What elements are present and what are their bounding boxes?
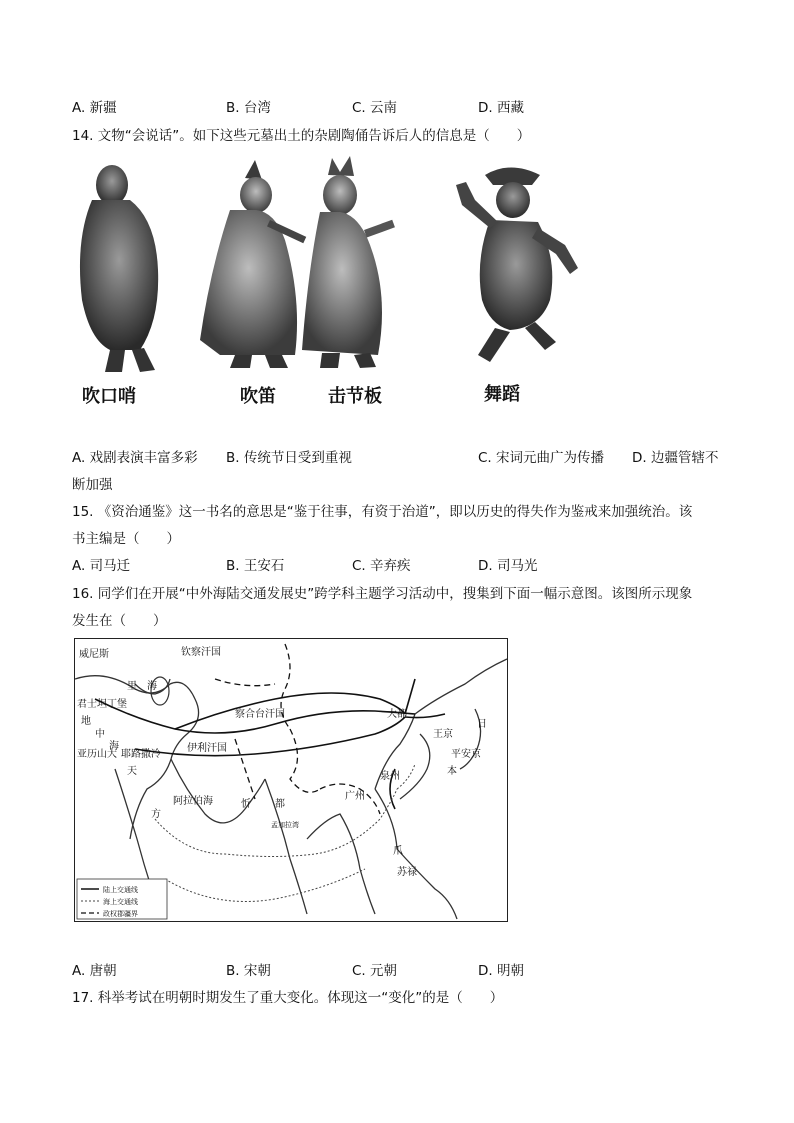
label-tianfang-1: 天: [127, 766, 137, 777]
q15-option-a: A. 司马迁: [72, 558, 131, 574]
label-heiankyo: 平安京: [451, 749, 481, 760]
label-quanzhou: 泉州: [380, 771, 400, 782]
caption-whistling: 吹口哨: [82, 386, 136, 407]
q15-stem-line2: 书主编是（ ）: [72, 531, 180, 547]
figurine-whistling: [80, 165, 158, 372]
q15-option-b: B. 王安石: [226, 558, 285, 574]
q13-option-a: A. 新疆: [72, 100, 117, 116]
label-wangjing: 王京: [433, 729, 453, 740]
q16-map: [74, 638, 508, 922]
yuan-trade-routes-map: [75, 639, 507, 921]
legend-land: 陆上交通线: [103, 886, 138, 894]
label-japan-1: 日: [477, 719, 487, 730]
q14-option-b: B. 传统节日受到重视: [226, 450, 352, 466]
q16-option-c: C. 元朝: [352, 963, 398, 979]
label-xindu-1: 忻: [241, 799, 251, 810]
label-jerusalem: 耶路撒冷: [121, 749, 161, 760]
q13-option-d: D. 西藏: [478, 100, 524, 116]
q17-stem: 17. 科举考试在明朝时期发生了重大变化。体现这一“变化”的是（ ）: [72, 990, 504, 1006]
legend-sea: 海上交通线: [103, 898, 138, 906]
label-sulu: 苏禄: [397, 867, 417, 878]
label-japan-2: 本: [447, 766, 457, 777]
q15-option-d: D. 司马光: [478, 558, 538, 574]
figurines-illustration: [70, 150, 590, 410]
q15-stem-line1: 15. 《资治通鉴》这一书名的意思是“鉴于往事，有资于治道”，即以历史的得失作为鉴戒来加强统治。该: [72, 504, 693, 520]
label-alexandria: 亚历山大: [77, 749, 117, 760]
q16-option-a: A. 唐朝: [72, 963, 117, 979]
land-routes: [95, 679, 445, 809]
figurine-flute: [200, 160, 306, 368]
q16-option-b: B. 宋朝: [226, 963, 271, 979]
q15-option-c: C. 辛弃疾: [352, 558, 411, 574]
label-med-3: 海: [109, 741, 119, 752]
label-caspian-2: 海: [147, 681, 157, 692]
caption-clapper: 击节板: [328, 386, 382, 407]
regime-boundaries: [215, 644, 380, 814]
label-constantinople: 君士坦丁堡: [77, 699, 127, 710]
label-java: 爪: [393, 846, 403, 857]
label-ilkhanate: 伊利汗国: [187, 743, 227, 754]
q14-option-a: A. 戏剧表演丰富多彩: [72, 450, 198, 466]
q13-option-c: C. 云南: [352, 100, 398, 116]
q14-option-d-continued: 断加强: [72, 477, 113, 493]
label-med-1: 地: [81, 716, 91, 727]
label-caspian-1: 里: [127, 681, 137, 692]
label-dadu: 大都: [387, 709, 407, 720]
legend-border: 政权郡疆界: [103, 910, 138, 918]
q14-option-d: D. 边疆管辖不: [632, 450, 719, 466]
label-guangzhou: 广州: [345, 791, 365, 802]
q14-figurines-image: [70, 150, 590, 410]
figurine-clapper: [302, 156, 395, 368]
q14-option-c: C. 宋词元曲广为传播: [478, 450, 605, 466]
figurine-dancing: [456, 168, 578, 363]
map-legend: [77, 879, 167, 919]
label-chagatai: 察合台汗国: [235, 709, 285, 720]
caption-dancing: 舞蹈: [484, 384, 520, 405]
label-bay-of-bengal: 孟加拉湾: [271, 821, 299, 829]
label-golden-horde: 钦察汗国: [181, 647, 221, 658]
label-arabian-sea: 阿拉伯海: [173, 796, 213, 807]
q14-stem: 14. 文物“会说话”。如下这些元墓出土的杂剧陶俑告诉后人的信息是（ ）: [72, 128, 531, 144]
q16-option-d: D. 明朝: [478, 963, 524, 979]
label-xindu-2: 都: [275, 799, 285, 810]
label-tianfang-2: 方: [151, 809, 161, 820]
q13-option-b: B. 台湾: [226, 100, 271, 116]
label-venice: 威尼斯: [79, 649, 109, 660]
q16-stem-line2: 发生在（ ）: [72, 613, 167, 629]
caption-flute: 吹笛: [240, 386, 276, 407]
q16-stem-line1: 16. 同学们在开展“中外海陆交通发展史”跨学科主题学习活动中，搜集到下面一幅示意图。该图所示现象: [72, 586, 693, 602]
label-med-2: 中: [95, 729, 105, 740]
